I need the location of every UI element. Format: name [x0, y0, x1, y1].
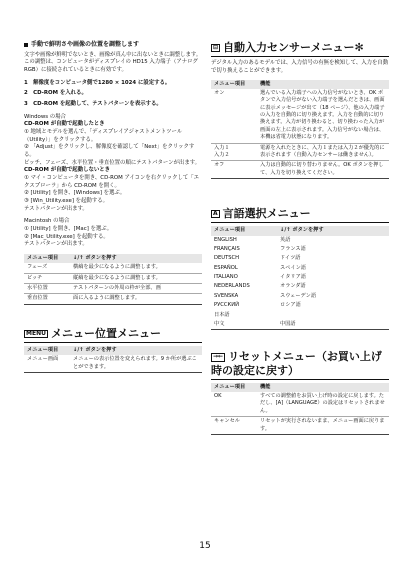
reset-table: [211, 383, 389, 435]
table-row: [211, 273, 389, 282]
menu-position-title: MENU メニュー位置メニュー: [24, 327, 202, 343]
table-row: [211, 282, 389, 291]
adjust-table-header-item: メニュー項目: [24, 254, 70, 263]
table-cell: オフ: [211, 161, 257, 179]
auto-input-icon: ⊟: [213, 43, 219, 51]
table-cell: フランス語: [280, 245, 306, 252]
table-row: [211, 161, 389, 179]
table-row: [211, 236, 389, 245]
table-row: [24, 273, 202, 283]
asterisk-mark: ✻: [354, 41, 364, 54]
manual-adjust-heading: 手動で鮮明さや画像の位置を調整します: [24, 41, 202, 50]
table-cell: リセットが実行されないまま、メニュー画面に戻ります。: [257, 417, 389, 435]
table-cell: テストパターンの外周の枠が全部、画: [70, 284, 202, 294]
language-icon: A: [213, 209, 218, 217]
table-cell: フェーズ: [24, 263, 70, 273]
table-cell: РУССКИЙ: [214, 302, 239, 309]
table-row: [211, 254, 389, 263]
table-cell: 水平位置: [24, 284, 70, 294]
table-cell: オランダ語: [280, 283, 306, 290]
square-bullet-icon: [24, 43, 28, 47]
table-cell: 日本語: [214, 311, 230, 318]
adjust-table-header-action: ↓/↑ ボタンを押す: [70, 254, 202, 263]
cd-auto-step-1: ① 地域とモデルを選んで、「ディスプレイアジャストメントツール（Utility）」をクリックする。: [24, 128, 183, 143]
right-column: [211, 41, 389, 435]
table-row: [211, 311, 389, 320]
table-cell: NEDERLANDS: [214, 283, 250, 290]
step-2: 2 CD-ROM を入れる。: [24, 90, 87, 97]
menu-pos-header-item: メニュー項目: [24, 346, 70, 355]
table-row: [24, 284, 202, 294]
table-cell: SVENSKA: [214, 292, 239, 299]
table-row: [211, 392, 389, 417]
cd-auto-title: CD-ROM が自動で起動したとき: [24, 121, 105, 128]
reset-header-function: 機能: [257, 383, 389, 392]
table-cell: 入力１ 入力２: [211, 143, 257, 161]
table-cell: 電源を入れたときに、入力１または入力２が優先的に表示されます（自動入力センサーは働きません）。: [257, 143, 389, 161]
cd-manual-step-2: ② [Utility] を開き、[Windows] を選ぶ。: [24, 190, 126, 197]
table-row: [24, 294, 202, 304]
table-cell: ENGLISH: [214, 236, 237, 243]
cd-manual-note: テストパターンが出ます。: [24, 205, 88, 212]
reset-header-item: メニュー項目: [211, 383, 257, 392]
reset-title: →← リセットメニュー（お買い上げ時の設定に戻す）: [211, 350, 389, 379]
cd-manual-step-3: ③ [Win_Utility.exe] を起動する。: [24, 197, 108, 204]
menu-position-icon: MENU: [26, 329, 46, 337]
table-cell: 英語: [280, 236, 291, 243]
table-cell: 中国語: [280, 320, 296, 327]
auto-input-header-function: 機能: [257, 80, 389, 89]
table-cell: 選んでいる入力端子への入力信号がないとき、OK ボタンで入力信号がない入力端子を選んだときは、画面に表示メッセージが出て（18 ページ）、他の入力端子の入力を自動的に切り換えます。入力を自動的に切り換えます。入力が切り換わると、切り換わった入力が画面の左上に表示されます。入力信号がない場合は、本機は省電力状態になります。: [257, 89, 389, 143]
table-cell: スウェーデン語: [280, 292, 317, 299]
language-title: A 言語選択メニュー: [211, 207, 389, 223]
mac-step-2: ② [Mac_Utility.exe] を起動する。: [24, 233, 109, 240]
table-cell: 面に入るように調整します。: [70, 294, 202, 304]
table-row: [211, 143, 389, 161]
table-row: [24, 355, 202, 372]
language-table: [211, 226, 389, 330]
table-cell: 垂直位置: [24, 294, 70, 304]
table-cell: メニュー画面: [24, 355, 70, 372]
table-row: [211, 417, 389, 435]
table-row: [211, 245, 389, 254]
step-1: 1 解像度をコンピュータ側で1280 × 1024 に設定する。: [24, 79, 171, 86]
table-cell: DEUTSCH: [214, 255, 240, 262]
auto-input-title: ⊟ 自動入力センサーメニュー✻: [211, 41, 389, 57]
table-cell: ドイツ語: [280, 255, 301, 262]
menu-pos-header-action: ↓/↑ ボタンを押す: [70, 346, 202, 355]
windows-title: Windows の場合: [24, 113, 66, 120]
table-cell: ITALIANO: [214, 274, 238, 281]
auto-input-table: [211, 80, 389, 180]
left-column: [24, 41, 202, 373]
step-3: 3 CD-ROM を起動して、テストパターンを表示する。: [24, 100, 162, 107]
table-row: [211, 89, 389, 143]
table-row: [211, 292, 389, 301]
table-cell: キャンセル: [211, 417, 257, 435]
table-cell: スペイン語: [280, 264, 306, 271]
intro-paragraph: 文字や画像が鮮明でないとき、画像が真ん中に出ないときに調整します。この調整は、コンピュータがディスプレイの HD15 入力端子（アナログ RGB）に接続されているときに有効です。: [24, 51, 202, 73]
table-cell: すべての調整値をお買い上げ時の設定に戻します。ただし、[A]（LANGUAGE）の設定はリセットされません。: [257, 392, 389, 417]
table-row: [211, 301, 389, 310]
cd-auto-step-2: ② 「Adjust」をクリックし、解像度を確認して「Next」をクリックする。: [24, 144, 195, 158]
table-cell: ピッチ: [24, 273, 70, 283]
table-row: [211, 320, 389, 330]
table-cell: [277, 311, 389, 320]
language-header-item: メニュー項目: [211, 226, 277, 235]
adjust-table: [24, 254, 202, 305]
table-cell: 入力は自動的に切り替わりません。OK ボタンを押して、入力を切り換えてください。: [257, 161, 389, 179]
table-cell: イタリア語: [280, 274, 306, 281]
auto-input-header-item: メニュー項目: [211, 80, 257, 89]
cd-manual-title: CD-ROM が自動で起動しないとき: [24, 167, 111, 174]
table-cell: オン: [211, 89, 257, 143]
table-cell: メニューの表示位置を変えられます。9 か所が選ぶことができます。: [70, 355, 202, 372]
mac-title: Macintosh の場合: [24, 218, 70, 225]
menu-position-table: [24, 346, 202, 373]
cd-auto-note: ピッチ、フェーズ、水平位置・垂直位置の順にテストパターンが出ます。: [24, 159, 201, 166]
reset-icon: →←: [213, 353, 224, 361]
table-cell: FRANÇAIS: [214, 245, 240, 252]
table-row: [24, 263, 202, 273]
table-cell: ロシア語: [280, 302, 301, 309]
language-header-action: ↓/↑ ボタンを押す: [277, 226, 389, 235]
mac-note: テストパターンが出ます。: [24, 241, 88, 248]
mac-step-1: ① [Utility] を開き、[Mac] を選ぶ。: [24, 225, 113, 232]
table-cell: ESPAÑOL: [214, 264, 238, 271]
page-number: 15: [199, 541, 211, 551]
table-cell: OK: [211, 392, 257, 417]
table-cell: 縦縞を最少になるように調整します。: [70, 273, 202, 283]
table-row: [211, 264, 389, 273]
cd-manual-step-1: ① マイ・コンピュータを開き、CD-ROM アイコンを右クリックして「エクスプローラ」から CD-ROM を開く。: [24, 174, 200, 189]
table-cell: 横縞を最少になるように調整します。: [70, 263, 202, 273]
table-cell: 中文: [214, 320, 225, 327]
auto-input-intro: デジタル入力のあるモデルでは、入力信号の有無を検知して、入力を自動で切り換えることができます。: [211, 60, 389, 74]
